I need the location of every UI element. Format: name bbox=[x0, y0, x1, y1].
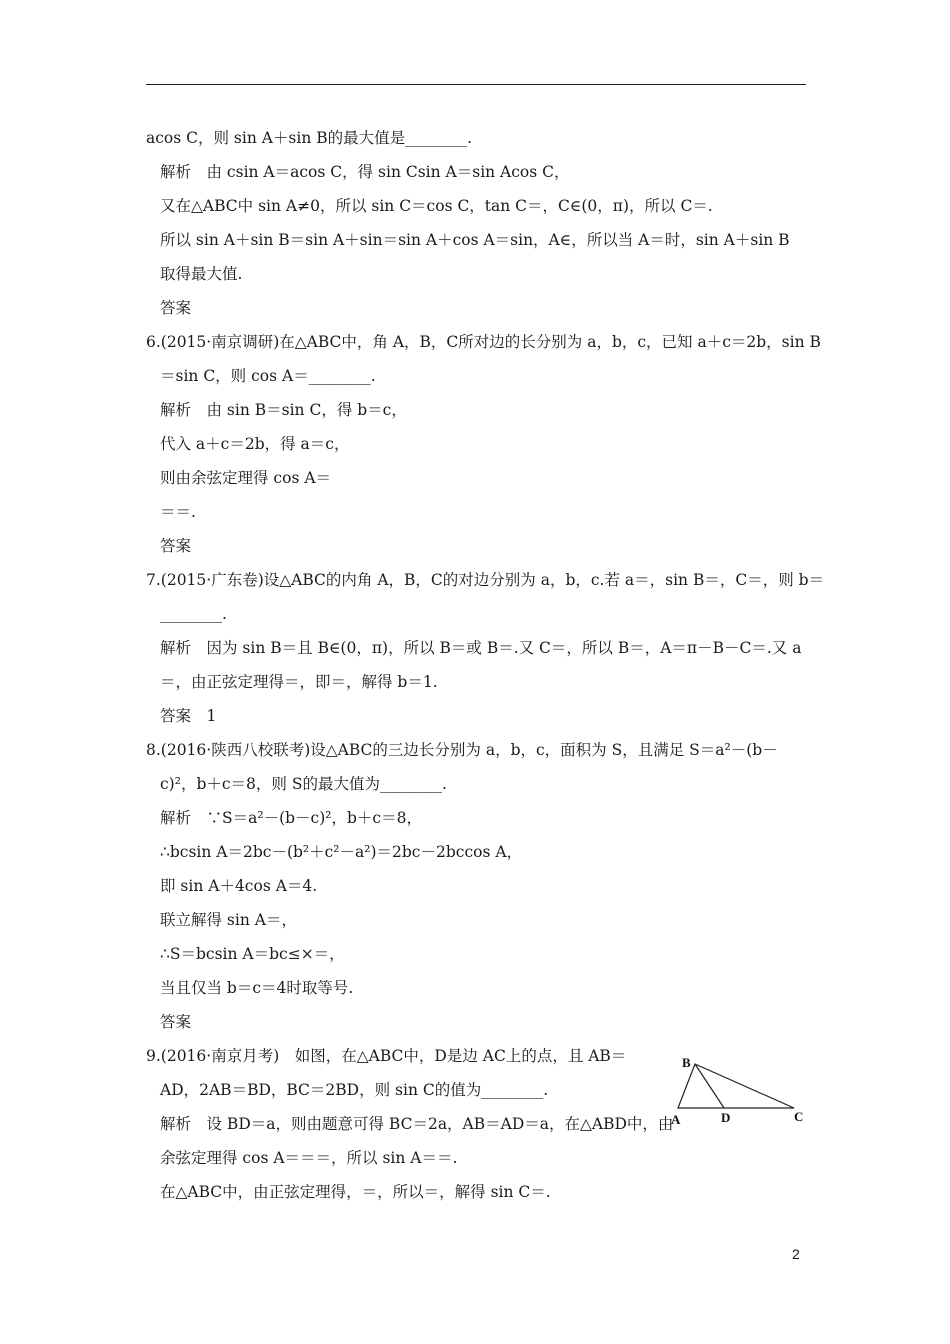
text-line: 当且仅当 b＝c＝4时取等号. bbox=[160, 979, 354, 997]
text-line: 代入 a＋c＝2b，得 a＝c， bbox=[160, 435, 350, 453]
text-line: 解析 设 BD＝a，则由题意可得 BC＝2a，AB＝AD＝a，在△ABD中，由 bbox=[160, 1115, 674, 1133]
text-line: 在△ABC中，由正弦定理得，＝，所以＝，解得 sin C＝. bbox=[160, 1183, 551, 1201]
label-a: A bbox=[671, 1112, 681, 1127]
header-rule bbox=[146, 84, 806, 85]
text-line: ∴bcsin A＝2bc－(b²＋c²－a²)＝2bc－2bccos A， bbox=[160, 843, 523, 861]
triangle-figure bbox=[668, 1052, 818, 1130]
text-line: 答案 bbox=[160, 1013, 192, 1031]
label-b: B bbox=[682, 1055, 691, 1070]
text-line: ∴S＝bcsin A＝bc≤×＝， bbox=[160, 945, 345, 963]
text-line: 答案 bbox=[160, 537, 192, 555]
triangle-abc bbox=[678, 1064, 794, 1108]
text-line: 联立解得 sin A＝， bbox=[160, 911, 297, 929]
text-line: 解析 因为 sin B＝且 B∈(0，π)，所以 B＝或 B＝.又 C＝，所以 B＝，A＝π－B－C＝.又 a bbox=[160, 639, 802, 657]
text-line: 取得最大值. bbox=[160, 265, 243, 283]
text-line: 答案 1 bbox=[160, 707, 217, 725]
text-line: 6.(2015·南京调研)在△ABC中，角 A，B，C所对边的长分别为 a，b，c，已知 a＋c＝2b，sin B bbox=[146, 333, 821, 351]
text-line: ________. bbox=[160, 605, 227, 623]
page-number: 2 bbox=[792, 1246, 800, 1262]
text-line: ＝＝. bbox=[160, 503, 196, 521]
text-line: 又在△ABC中 sin A≠0，所以 sin C＝cos C，tan C＝，C∈(0，π)，所以 C＝. bbox=[160, 197, 713, 215]
text-line: 则由余弦定理得 cos A＝ bbox=[160, 469, 332, 487]
text-line: ＝，由正弦定理得＝，即＝，解得 b＝1. bbox=[160, 673, 438, 691]
text-line: 余弦定理得 cos A＝＝＝，所以 sin A＝＝. bbox=[160, 1149, 458, 1167]
text-line: 解析 ∵S＝a²－(b－c)²，b＋c＝8， bbox=[160, 809, 422, 827]
text-line: 9.(2016·南京月考) 如图，在△ABC中，D是边 AC上的点，且 AB＝ bbox=[146, 1047, 627, 1065]
text-line: c)²，b＋c＝8，则 S的最大值为________. bbox=[160, 775, 447, 793]
text-line: 解析 由 sin B＝sin C，得 b＝c， bbox=[160, 401, 407, 419]
text-line: AD，2AB＝BD，BC＝2BD，则 sin C的值为________. bbox=[160, 1081, 549, 1099]
text-line: 即 sin A＋4cos A＝4. bbox=[160, 877, 318, 895]
text-line: 所以 sin A＋sin B＝sin A＋sin＝sin A＋cos A＝sin，A∈，所以当 A＝时，sin A＋sin B bbox=[160, 231, 790, 249]
text-line: 解析 由 csin A＝acos C，得 sin Csin A＝sin Acos C， bbox=[160, 163, 570, 181]
text-line: ＝sin C，则 cos A＝________. bbox=[160, 367, 376, 385]
text-line: 8.(2016·陕西八校联考)设△ABC的三边长分别为 a，b，c，面积为 S，且满足 S＝a²－(b－ bbox=[146, 741, 778, 759]
text-line: acos C，则 sin A＋sin B的最大值是________. bbox=[146, 129, 473, 147]
text-line: 7.(2015·广东卷)设△ABC的内角 A，B，C的对边分别为 a，b，c.若 a＝，sin B＝，C＝，则 b＝ bbox=[146, 571, 825, 589]
label-d: D bbox=[721, 1110, 731, 1125]
label-c: C bbox=[794, 1109, 804, 1124]
text-line: 答案 bbox=[160, 299, 192, 317]
